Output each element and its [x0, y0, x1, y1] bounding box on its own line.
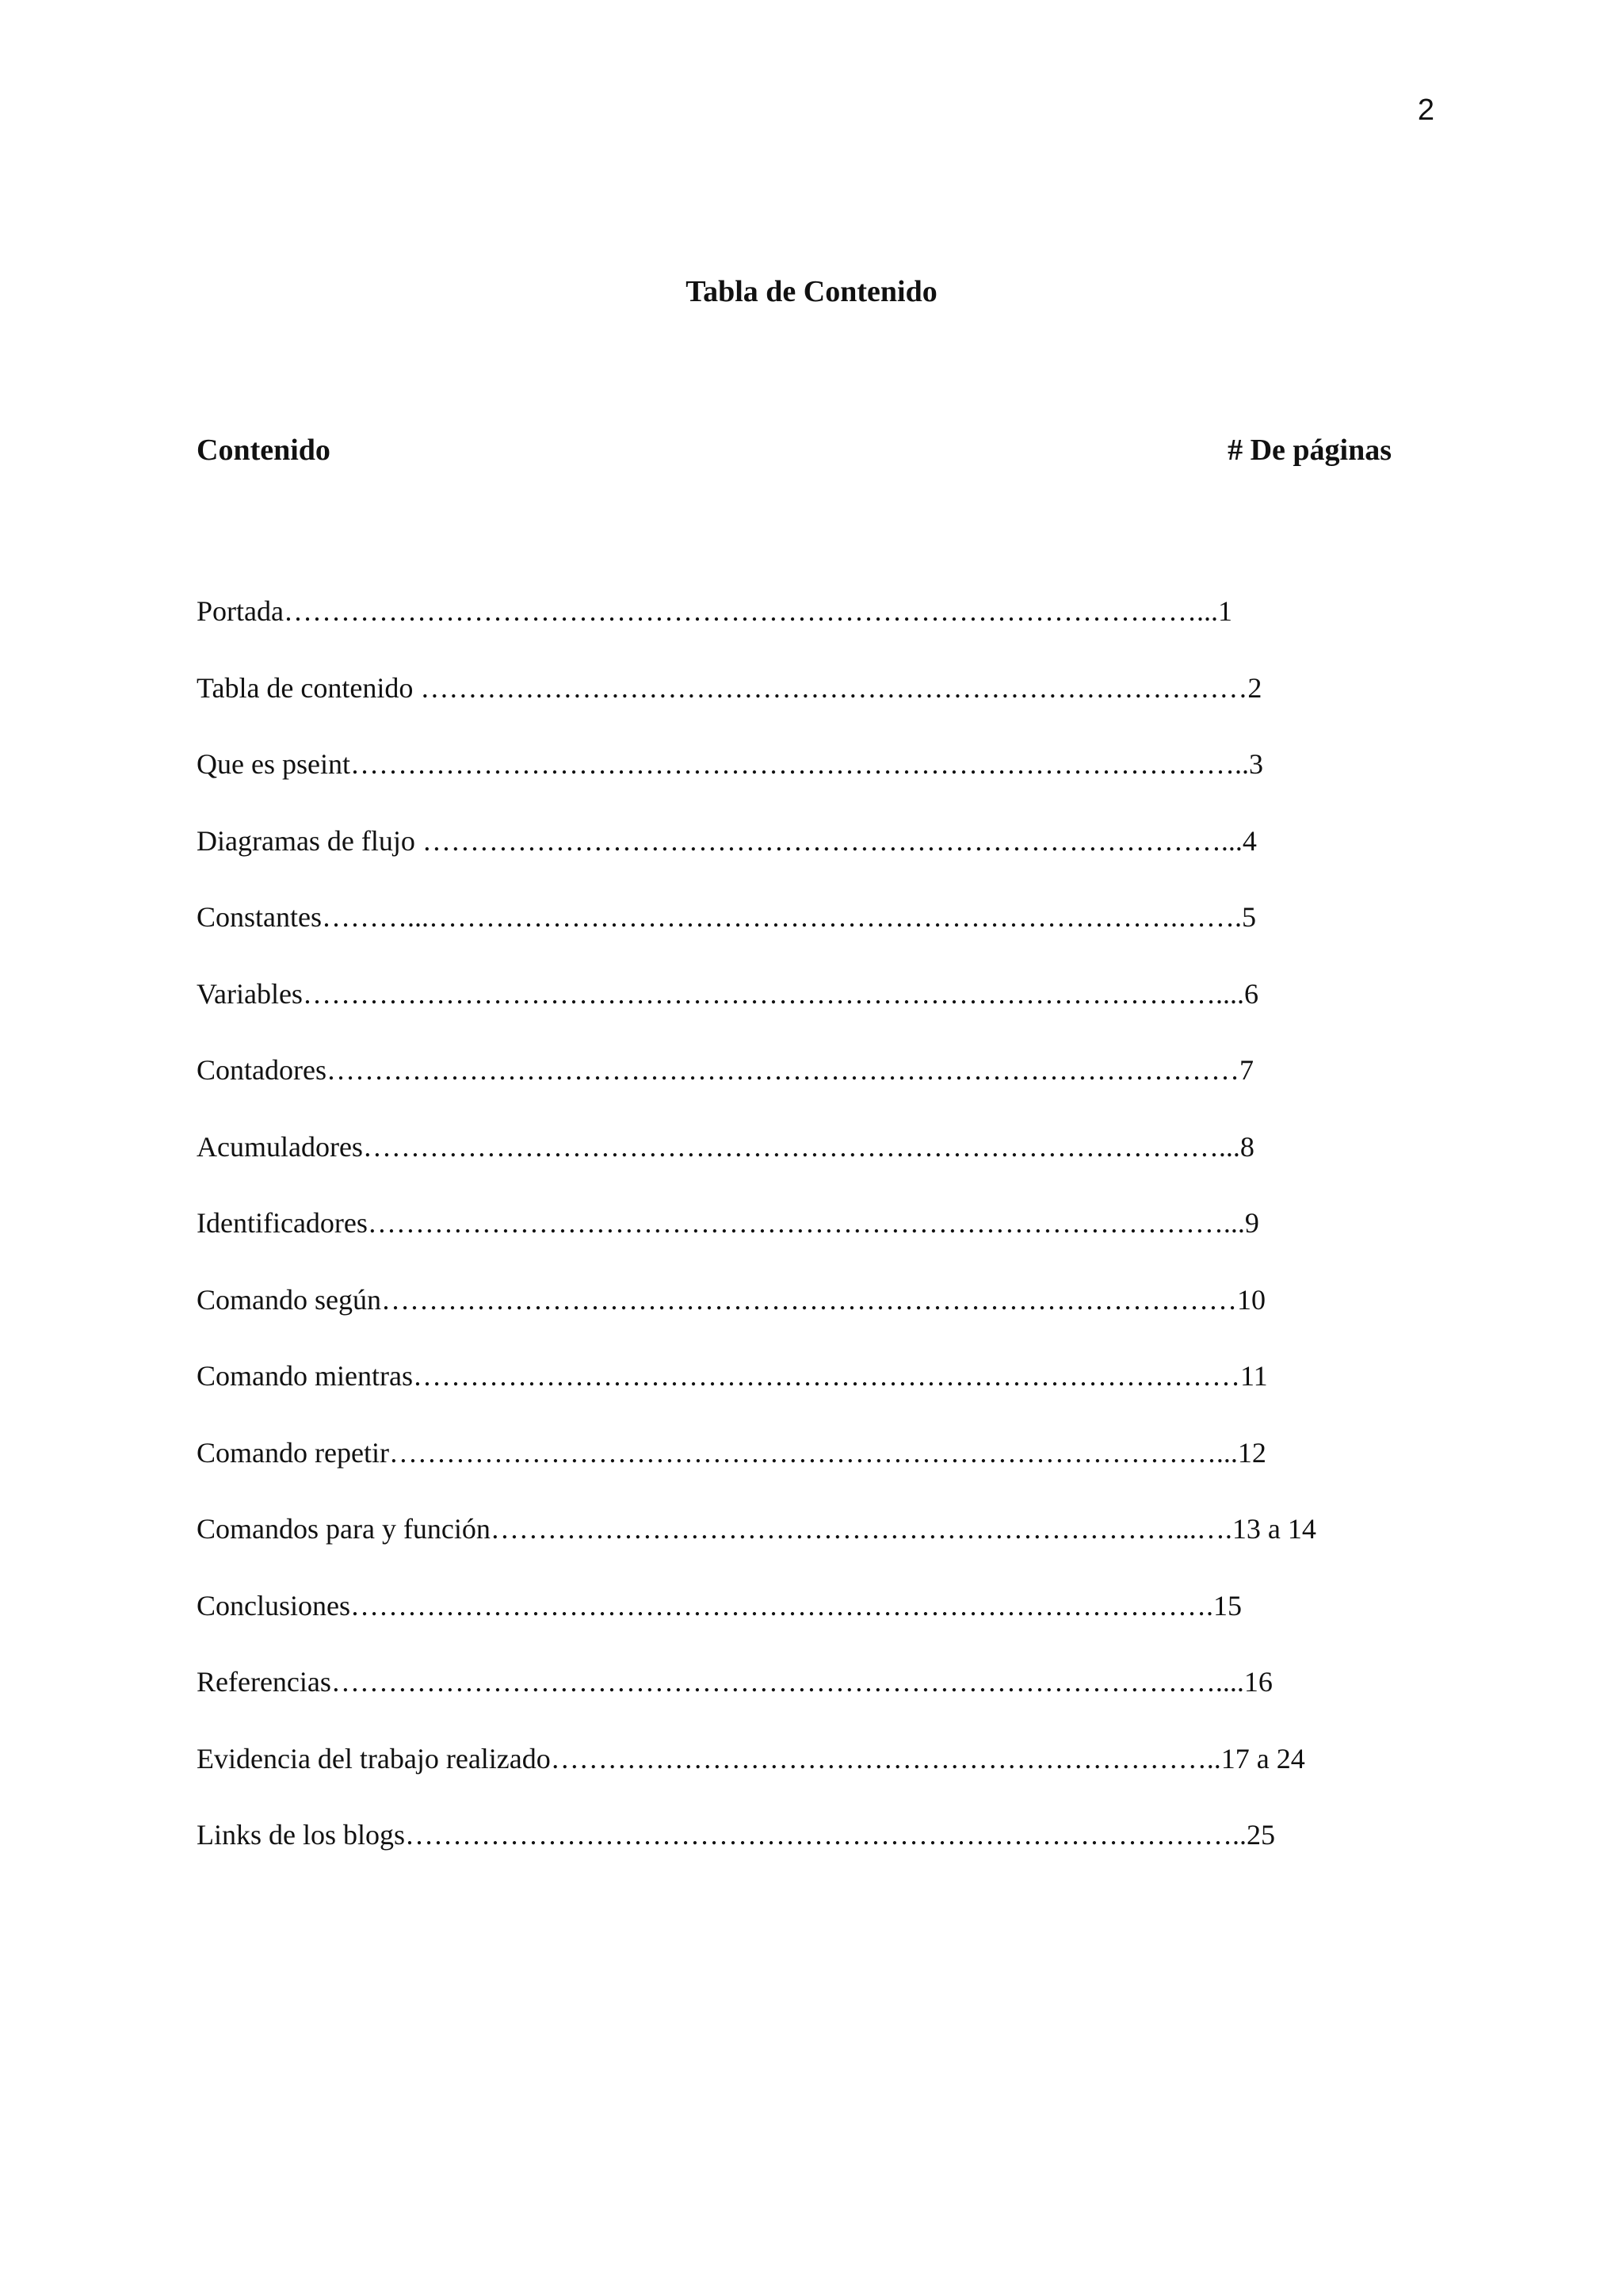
toc-entry: Links de los blogs……………………………………………………………………………..25	[197, 1819, 1276, 1851]
table-of-contents	[197, 591, 1316, 1892]
toc-entry: Constantes………...…………………………………………………………………….…….5	[197, 901, 1256, 933]
page-title: Tabla de Contenido	[685, 275, 938, 308]
toc-entry: Comando repetir……………………………………………………………………………...12	[197, 1436, 1266, 1469]
column-headers	[197, 433, 1392, 480]
pages-column-header: # De páginas	[1228, 434, 1392, 467]
toc-entry: Comando mientras……………………………………………………………………………11	[197, 1360, 1268, 1392]
toc-entry: Portada……………………………………………………………………………………...1	[197, 595, 1232, 627]
toc-entry: Diagramas de flujo …………………………………………………………………………...4	[197, 824, 1257, 857]
page-number: 2	[1417, 94, 1434, 127]
toc-entry: Tabla de contenido ……………………………………………………………………………2	[197, 671, 1262, 704]
toc-entry: Conclusiones……………………………………………………………………………….15	[197, 1589, 1242, 1622]
toc-entry: Comandos para y función………………………………………………………………...….13 a 14	[197, 1513, 1316, 1545]
toc-entry: Contadores……………………………………………………………………………………7	[197, 1054, 1254, 1086]
toc-entry: Evidencia del trabajo realizado……………………………………………………………..17 a 24	[197, 1742, 1305, 1775]
toc-entry: Acumuladores………………………………………………………………………………...8	[197, 1130, 1254, 1163]
toc-entry: Que es pseint…………………………………………………………………………………..3	[197, 748, 1263, 780]
content-column-header: Contenido	[197, 434, 330, 467]
toc-entry: Identificadores………………………………………………………………………………...9	[197, 1207, 1259, 1239]
toc-entry: Comando según………………………………………………………………………………10	[197, 1283, 1266, 1316]
toc-entry: Referencias…………………………………………………………………………………....16	[197, 1666, 1273, 1698]
toc-entry: Variables……………………………………………………………………………………....6	[197, 977, 1258, 1010]
